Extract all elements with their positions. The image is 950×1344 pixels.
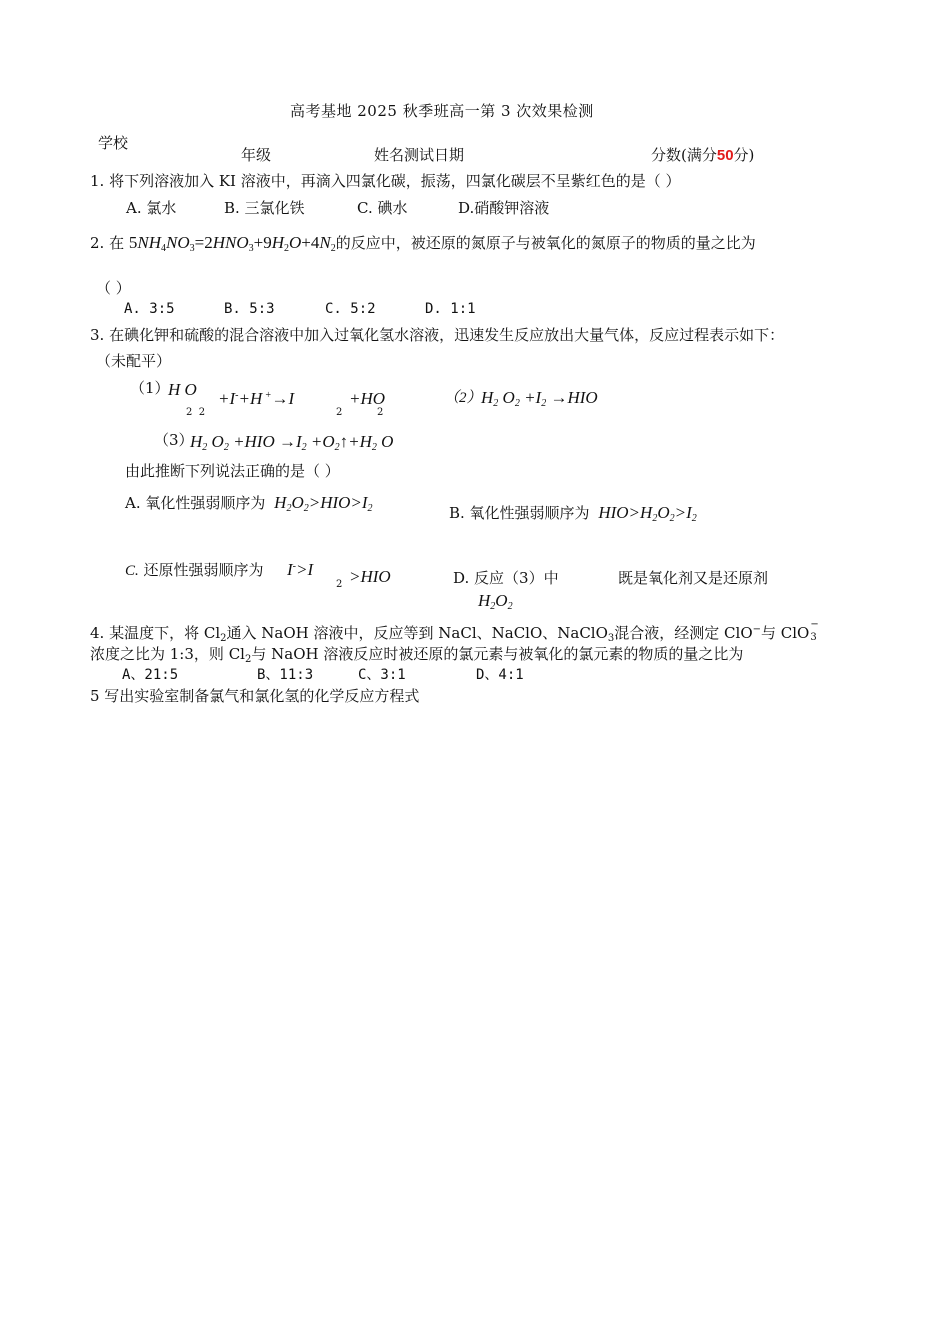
q4-line1-d: 与 ClO (761, 624, 810, 642)
q3-option-c-text: 还原性强弱顺序为 (143, 561, 264, 579)
q4-line2-b: 与 NaOH 溶液反应时被还原的氯元素与被氧化的氯元素的物质的量之比为 (251, 645, 744, 663)
q1-stem: 1. 将下列溶液加入 KI 溶液中，再滴入四氯化碳，振荡，四氯化碳层不呈紫红色的是（ ） (90, 172, 681, 190)
q4-option-d: D、4:1 (476, 667, 524, 683)
q4-line1-c: 混合液，经测定 ClO (614, 624, 753, 642)
q2-stem-tail: 的反应中，被还原的氮原子与被氧化的氮原子的物质的量之比为 (335, 234, 756, 252)
q2-number: 2. 在 (90, 234, 125, 252)
q4-cl2-b: $Cl_2$ (228, 645, 252, 665)
eq1-reactants: +I-+H +→I (218, 389, 295, 408)
eq3-label: （3） (154, 431, 194, 449)
q4-line2 (90, 645, 743, 666)
q2-option-d: D. 1:1 (425, 301, 476, 317)
eq1-ho2-sub: 2 (377, 407, 384, 418)
q3-option-d-tail: 既是氧化剂又是还原剂 (618, 569, 769, 587)
q2-stem (90, 233, 756, 255)
eq1-h2o2-subs: 2 2 (186, 407, 206, 418)
q3-option-d: D. 反应（3）中 (453, 569, 559, 587)
q1-option-b: B. 三氯化铁 (224, 199, 305, 217)
eq1-i2-sub: 2 (336, 407, 343, 418)
eq1-label: （1） (130, 379, 170, 397)
q4-line2-a: 浓度之比为 1:3，则 (90, 645, 224, 663)
q3-option-a-formula: $H_2O_2>HIO>I_2$ (274, 493, 373, 514)
q3-prompt: 由此推断下列说法正确的是（ ） (125, 462, 340, 480)
q4-line1-a: 4. 某温度下，将 (90, 624, 200, 642)
name-date-label: 姓名测试日期 (374, 146, 465, 164)
eq2-equation: $H_2$ $O_2 +I_2 \to HIO$ (481, 388, 598, 409)
q1-option-c: C. 碘水 (357, 199, 408, 217)
score-value: 50 (716, 147, 734, 164)
eq1-h2o2-top: H O (168, 380, 197, 399)
q1-option-a: A. 氯水 (126, 199, 177, 217)
q3-option-a-text: A. 氧化性强弱顺序为 (125, 494, 266, 512)
eq3-equation: $H_2$ $O_2 +HIO \to I_2$ $+O_2↑+H_2$ O (190, 432, 394, 453)
q5-text: 5 写出实验室制备氯气和氯化氢的化学反应方程式 (90, 687, 420, 705)
q2-option-a: A. 3:5 (124, 301, 175, 317)
q4-line1-b: 通入 NaOH 溶液中，反应等到 NaCl、NaClO、NaClO (226, 624, 608, 642)
q4-option-c: C、3:1 (358, 667, 406, 683)
q3-note: （未配平） (96, 352, 172, 370)
q4-option-a: A、21:5 (122, 667, 179, 683)
q2-paren: （ ） (96, 279, 131, 297)
q3-option-b-formula: $HIO>H_2O_2>I_2$ (598, 503, 697, 524)
q2-option-b: B. 5:3 (224, 301, 275, 317)
q3-stem: 3. 在碘化钾和硫酸的混合溶液中加入过氧化氢水溶液，迅速发生反应放出大量气体，反应过程表示如下： (90, 326, 785, 344)
q3-option-b (449, 503, 697, 525)
q2-equation: $5NH_4NO_3=2HNO_3+9H_2O+4N_2$ (128, 233, 336, 254)
eq2-label: （2） (444, 390, 482, 406)
score-prefix: 分数(满分 (651, 146, 717, 164)
q3-option-c-formula-a: I->I (287, 560, 314, 579)
q2-option-c: C. 5:2 (325, 301, 376, 317)
school-label: 学校 (98, 134, 129, 152)
page-title: 高考基地 2025 秋季班高一第 3 次效果检测 (290, 102, 594, 120)
score-suffix: 分) (733, 146, 755, 164)
q4-option-b: B、11:3 (257, 667, 314, 683)
q1-option-d: D.硝酸钾溶液 (458, 199, 550, 217)
q3-option-b-text: B. 氧化性强弱顺序为 (449, 504, 590, 522)
grade-label: 年级 (241, 146, 272, 164)
eq1-product: +HO (349, 389, 386, 408)
q3-option-d-formula: $H_2O_2$ (478, 591, 513, 612)
q3-option-c-formula-b: >HIO (349, 567, 391, 586)
q3-option-c-letter: C. (125, 563, 139, 579)
q3-option-c-sub: 2 (336, 579, 343, 590)
score-label (651, 146, 754, 165)
q3-option-a (125, 493, 373, 515)
q3-option-c (125, 561, 264, 580)
q4-line1: 4. 某温度下，将 $Cl_2$通入 NaOH 溶液中，反应等到 NaCl、NaClO、NaClO$_3$混合液，经测定 ClO−与 ClO − 3 (90, 619, 819, 644)
q4-cl2: $Cl_2$ (203, 624, 227, 644)
